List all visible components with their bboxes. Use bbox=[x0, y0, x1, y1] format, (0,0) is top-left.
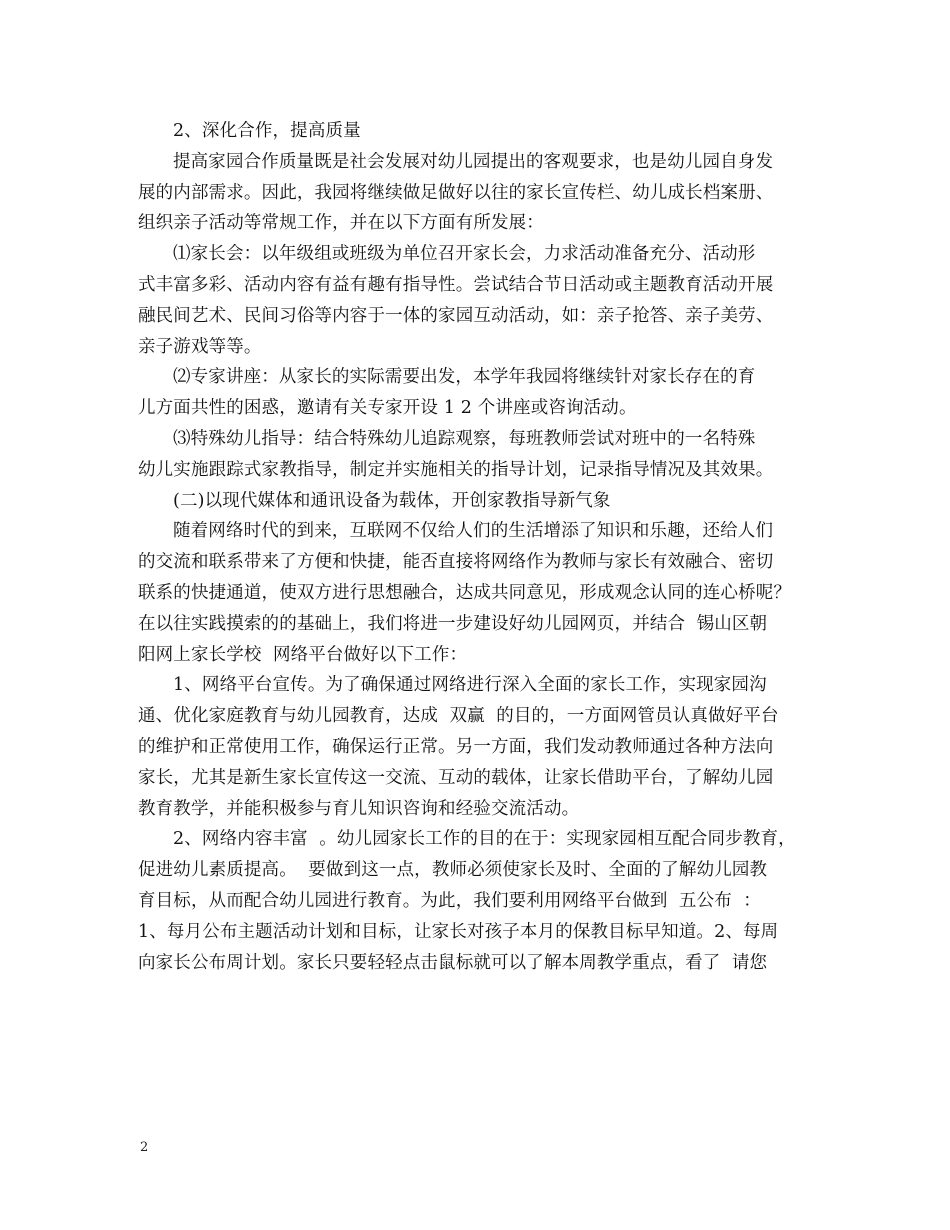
page-number: 2 bbox=[140, 1140, 149, 1155]
paragraph-line: 促进幼儿素质提高。 要做到这一点，教师必须使家长及时、全面的了解幼儿园教 bbox=[138, 860, 768, 881]
paragraph-line: 式丰富多彩、活动内容有益有趣有指导性。尝试结合节日活动或主题教育活动开展 bbox=[138, 274, 774, 295]
paragraph-line: 家长，尤其是新生家长宣传这一交流、互动的载体，让家长借助平台，了解幼儿园 bbox=[138, 767, 774, 788]
section-heading: 2、深化合作，提高质量 bbox=[173, 121, 361, 141]
paragraph-line: ⑵专家讲座：从家长的实际需要出发，本学年我园将继续针对家长存在的育 bbox=[173, 367, 756, 388]
paragraph-line: 阳网上家长学校 网络平台做好以下工作： bbox=[138, 644, 468, 665]
paragraph-line: 组织亲子活动等常规工作，并在以下方面有所发展： bbox=[138, 213, 544, 234]
paragraph-line: 儿方面共性的困惑，邀请有关专家开设 1 2 个讲座或咨询活动。 bbox=[138, 398, 637, 419]
paragraph-line: 在以往实践摸索的的基础上，我们将进一步建设好幼儿园网页，并结合 锡山区朝 bbox=[138, 613, 768, 634]
paragraph-line: 1、网络平台宣传。为了确保通过网络进行深入全面的家长工作，实现家园沟 bbox=[173, 675, 767, 696]
paragraph-line: 亲子游戏等等。 bbox=[138, 336, 262, 357]
paragraph-line: 展的内部需求。因此，我园将继续做足做好以往的家长宣传栏、幼儿成长档案册、 bbox=[138, 182, 774, 203]
paragraph-line: 教育教学，并能积极参与育儿知识咨询和经验交流活动。 bbox=[138, 798, 580, 819]
paragraph-line: 随着网络时代的到来，互联网不仅给人们的生活增添了知识和乐趣，还给人们 bbox=[173, 521, 774, 542]
section-heading: (二)以现代媒体和通讯设备为载体，开创家教指导新气象 bbox=[173, 490, 611, 511]
paragraph-line: 1、每月公布主题活动计划和目标，让家长对孩子本月的保教目标早知道。2、每周 bbox=[138, 921, 779, 942]
paragraph-line: 向家长公布周计划。家长只要轻轻点击鼠标就可以了解本周教学重点，看了 请您 bbox=[138, 952, 768, 973]
paragraph-line: ⑴家长会：以年级组或班级为单位召开家长会，力求活动准备充分、活动形 bbox=[173, 244, 756, 265]
paragraph-line: 2、网络内容丰富 。幼儿园家长工作的目的在于：实现家园相互配合同步教育， bbox=[173, 829, 796, 850]
paragraph-line: 融民间艺术、民间习俗等内容于一体的家园互动活动，如：亲子抢答、亲子美劳、 bbox=[138, 305, 774, 326]
document-body bbox=[138, 116, 818, 978]
paragraph-line: 幼儿实施跟踪式家教指导，制定并实施相关的指导计划，记录指导情况及其效果。 bbox=[138, 459, 774, 480]
paragraph-line: 的维护和正常使用工作，确保运行正常。另一方面，我们发动教师通过各种方法向 bbox=[138, 736, 774, 757]
paragraph-line: 育目标，从而配合幼儿园进行教育。为此，我们要利用网络平台做到 五公布 ： bbox=[138, 890, 761, 911]
paragraph-line: 通、优化家庭教育与幼儿园教育，达成 双赢 的目的，一方面网管员认真做好平台 bbox=[138, 706, 779, 727]
paragraph-line: 的交流和联系带来了方便和快捷，能否直接将网络作为教师与家长有效融合、密切 bbox=[138, 552, 774, 573]
paragraph-line: ⑶特殊幼儿指导：结合特殊幼儿追踪观察，每班教师尝试对班中的一名特殊 bbox=[173, 428, 756, 449]
paragraph-line: 提高家园合作质量既是社会发展对幼儿园提出的客观要求，也是幼儿园自身发 bbox=[173, 151, 774, 172]
paragraph-line: 联系的快捷通道，使双方进行思想融合，达成共同意见，形成观念认同的连心桥呢？ bbox=[138, 582, 792, 603]
